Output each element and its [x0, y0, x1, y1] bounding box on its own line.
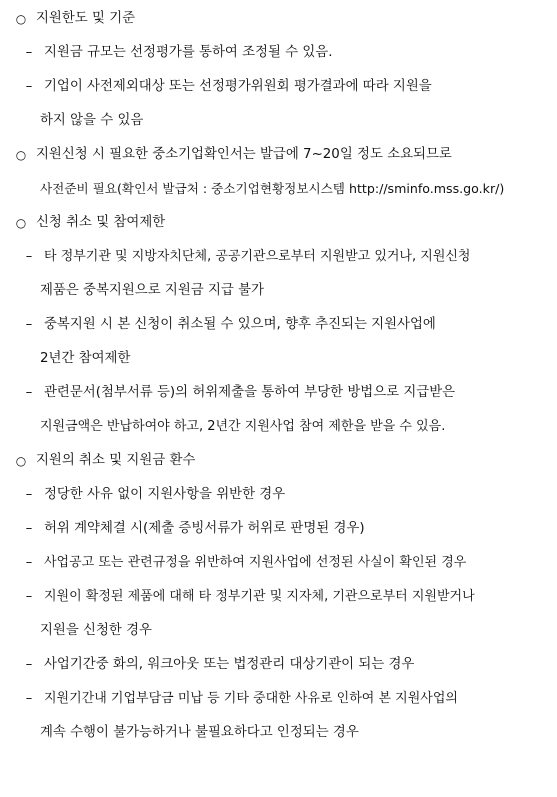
list-item: [0, 580, 557, 614]
list-item-continuation: [0, 342, 557, 376]
list-item-continuation: [0, 274, 557, 308]
list-item-text: 지원이 확정된 제품에 대해 타 정부기관 및 지자체, 기관으로부터 지원받거나: [44, 589, 475, 604]
list-item: [0, 546, 557, 580]
continuation-text: 계속 수행이 불가능하거나 불필요하다고 인정되는 경우: [40, 725, 359, 740]
list-item: [0, 478, 557, 512]
section-heading: [0, 206, 557, 240]
continuation-text: 제품은 중복지원으로 지원금 지급 불가: [40, 283, 264, 298]
list-item-continuation: [0, 410, 557, 444]
list-item: [0, 512, 557, 546]
section-heading-text: 지원의 취소 및 지원금 환수: [36, 453, 196, 468]
list-item-text: 중복지원 시 본 신청이 취소될 수 있으며, 향후 추진되는 지원사업에: [44, 317, 436, 332]
list-item-continuation: [0, 614, 557, 648]
section-heading: [0, 444, 557, 478]
list-item-text: 타 정부기관 및 지방자치단체, 공공기관으로부터 지원받고 있거나, 지원신청: [44, 249, 471, 264]
continuation-text: 하지 않을 수 있음: [40, 113, 144, 128]
dash-bullet-icon: –: [25, 691, 33, 706]
dash-bullet-icon: –: [25, 385, 33, 400]
list-item-text: 기업이 사전제외대상 또는 선정평가위원회 평가결과에 따라 지원을: [44, 79, 432, 94]
section-heading-text: 신청 취소 및 참여제한: [36, 215, 166, 230]
section-heading: [0, 138, 557, 172]
circle-bullet-icon: ○: [15, 454, 27, 468]
section-heading-text: 지원신청 시 필요한 중소기업확인서는 발급에 7~20일 정도 소요되므로: [36, 147, 452, 162]
list-item: [0, 36, 557, 70]
continuation-text: 2년간 참여제한: [40, 351, 131, 366]
dash-bullet-icon: –: [25, 79, 33, 94]
list-item-continuation: [0, 104, 557, 138]
continuation-text: 지원금액은 반납하여야 하고, 2년간 지원사업 참여 제한을 받을 수 있음.: [40, 419, 446, 434]
continuation-text: 사전준비 필요(확인서 발급처 : 중소기업현황정보시스템 http://sminfo.mss.go.kr/): [40, 181, 505, 196]
list-item: [0, 682, 557, 716]
section-heading-text: 지원한도 및 기준: [36, 11, 136, 26]
list-item: [0, 376, 557, 410]
dash-bullet-icon: –: [25, 589, 33, 604]
dash-bullet-icon: –: [25, 249, 33, 264]
list-item-text: 사업공고 또는 관련규정을 위반하여 지원사업에 선정된 사실이 확인된 경우: [44, 555, 467, 570]
list-item: [0, 70, 557, 104]
dash-bullet-icon: –: [25, 521, 33, 536]
circle-bullet-icon: ○: [15, 216, 27, 230]
list-item-continuation: [0, 716, 557, 750]
list-item-text: 지원기간내 기업부담금 미납 등 기타 중대한 사유로 인하여 본 지원사업의: [44, 691, 458, 706]
list-item-text: 관련문서(첨부서류 등)의 허위제출을 통하여 부당한 방법으로 지급받은: [44, 385, 456, 400]
list-item-text: 지원금 규모는 선정평가를 통하여 조정될 수 있음.: [44, 45, 333, 60]
list-item-text: 허위 계약체결 시(제출 증빙서류가 허위로 판명된 경우): [44, 521, 365, 536]
list-item-text: 사업기간중 화의, 워크아웃 또는 법정관리 대상기관이 되는 경우: [44, 657, 415, 672]
list-item: [0, 648, 557, 682]
continuation-text: 지원을 신청한 경우: [40, 623, 152, 638]
list-item-text: 정당한 사유 없이 지원사항을 위반한 경우: [44, 487, 286, 502]
dash-bullet-icon: –: [25, 657, 33, 672]
dash-bullet-icon: –: [25, 555, 33, 570]
dash-bullet-icon: –: [25, 45, 33, 60]
circle-bullet-icon: ○: [15, 12, 27, 26]
dash-bullet-icon: –: [25, 487, 33, 502]
list-item: [0, 240, 557, 274]
circle-bullet-icon: ○: [15, 148, 27, 162]
section-continuation: [0, 172, 557, 206]
list-item: [0, 308, 557, 342]
section-heading: [0, 2, 557, 36]
dash-bullet-icon: –: [25, 317, 33, 332]
